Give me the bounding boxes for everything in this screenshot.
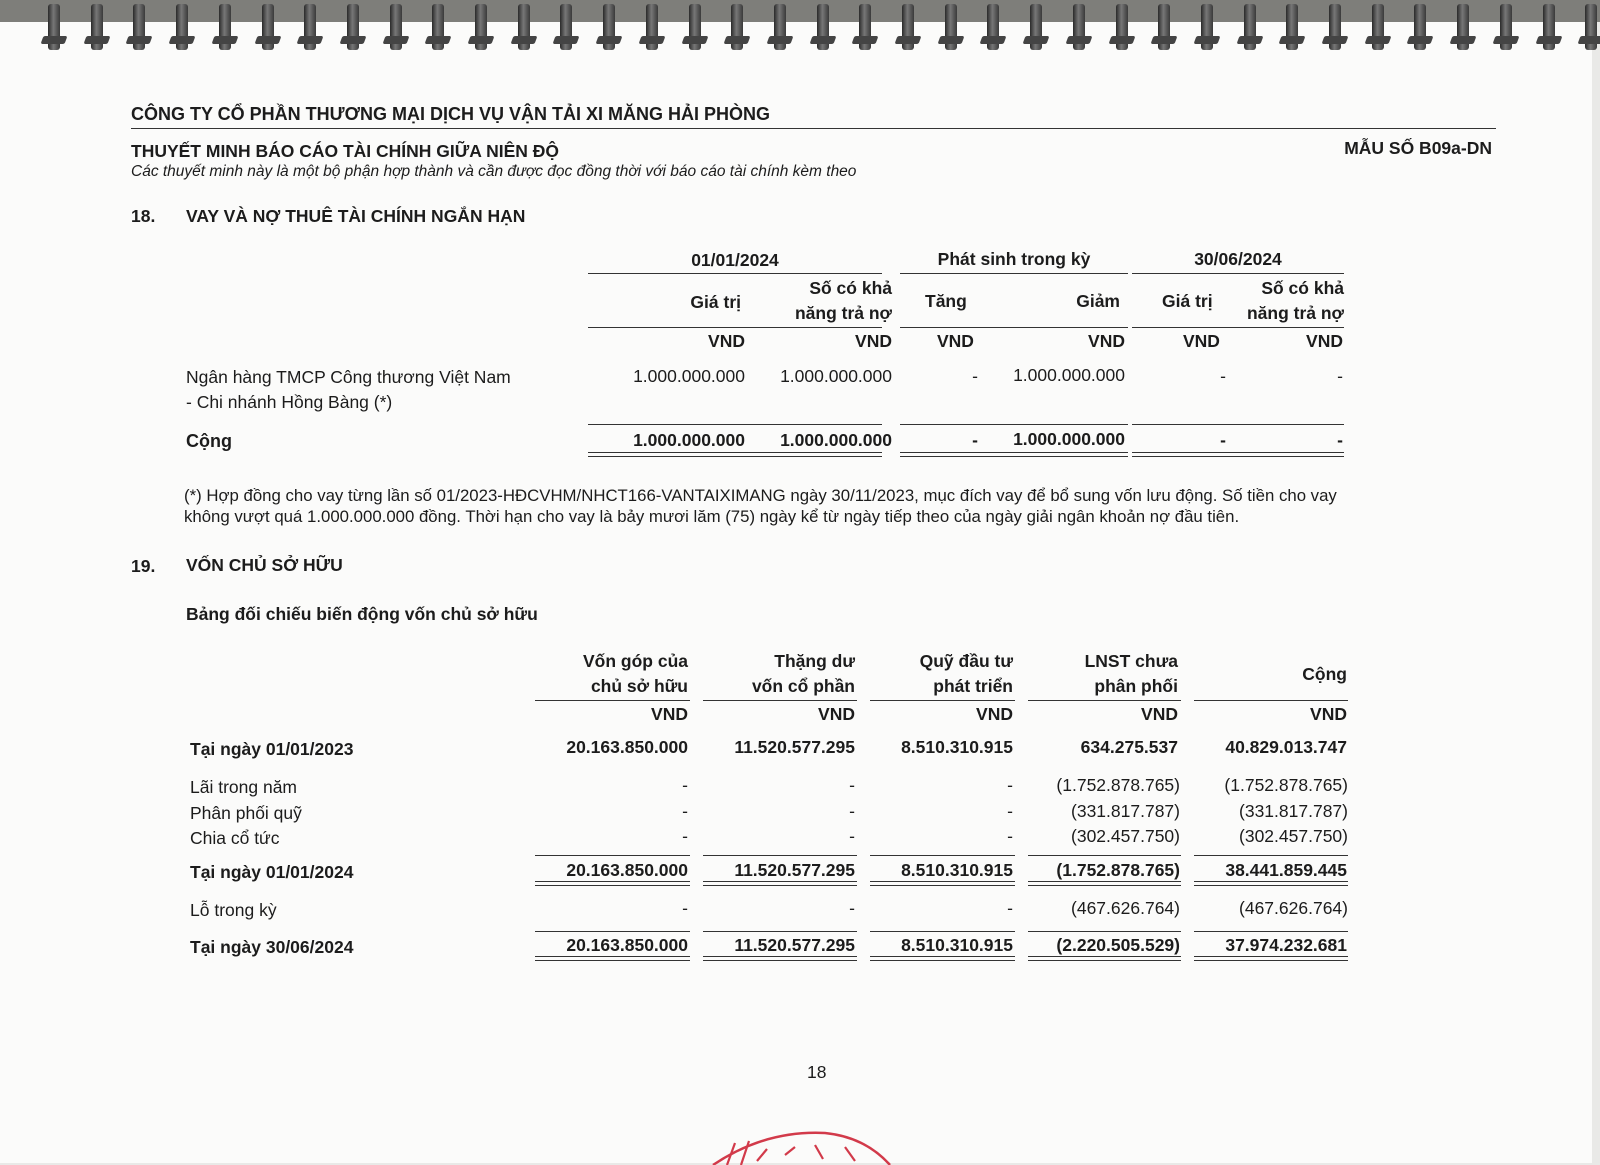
unit-label: VND xyxy=(1310,704,1347,724)
cell-value: 11.520.577.295 xyxy=(734,737,855,757)
total-rule xyxy=(900,424,1128,425)
unit-label: VND xyxy=(1088,331,1125,351)
binder-ring xyxy=(1244,4,1256,50)
row-label: Phân phối quỹ xyxy=(190,803,302,823)
header-rule xyxy=(900,327,1128,328)
subtotal-rule xyxy=(1028,855,1181,856)
subtotal-rule xyxy=(703,855,857,856)
total-rule xyxy=(535,931,690,932)
double-rule xyxy=(588,452,882,457)
subtotal-rule xyxy=(535,855,690,856)
section-19-number: 19. xyxy=(131,556,156,576)
company-name: CÔNG TY CỔ PHẦN THƯƠNG MẠI DỊCH VỤ VẬN TẢI XI MĂNG HẢI PHÒNG xyxy=(131,104,770,124)
double-rule xyxy=(535,956,690,961)
cell-value: 1.000.000.000 xyxy=(780,366,892,386)
total-rule xyxy=(870,931,1015,932)
cell-value: 634.275.537 xyxy=(1080,737,1178,757)
col-header-share-premium-l2: vốn cổ phần xyxy=(751,676,855,696)
double-rule xyxy=(703,881,857,886)
total-rule xyxy=(588,424,882,425)
page-number: 18 xyxy=(807,1062,827,1082)
header-rule xyxy=(1132,327,1344,328)
total-label: Cộng xyxy=(186,431,232,451)
binder-ring xyxy=(560,4,572,50)
cell-value: (467.626.764) xyxy=(1239,898,1348,918)
cell-value: - xyxy=(1007,826,1013,846)
col-header-capacity-l1: Số có khả xyxy=(809,278,892,298)
binder-ring xyxy=(1030,4,1042,50)
binder-ring xyxy=(176,4,188,50)
cell-value: 8.510.310.915 xyxy=(901,860,1013,880)
cell-value: - xyxy=(849,775,855,795)
double-rule xyxy=(1028,881,1181,886)
row-label: Tại ngày 01/01/2024 xyxy=(190,862,354,882)
row-label: Tại ngày 01/01/2023 xyxy=(190,739,354,759)
binder-ring xyxy=(1286,4,1298,50)
unit-label: VND xyxy=(855,331,892,351)
report-title: THUYẾT MINH BÁO CÁO TÀI CHÍNH GIỮA NIÊN ĐỘ xyxy=(131,141,560,161)
binder-ring xyxy=(219,4,231,50)
group-rule xyxy=(1132,273,1344,274)
row-label: Lỗ trong kỳ xyxy=(190,900,277,920)
section-18-number: 18. xyxy=(131,206,156,226)
cell-value: - xyxy=(682,826,688,846)
binder-ring xyxy=(817,4,829,50)
group-header-closing: 30/06/2024 xyxy=(1194,249,1282,269)
binder-ring xyxy=(133,4,145,50)
binder-ring xyxy=(1414,4,1426,50)
group-header-movement: Phát sinh trong kỳ xyxy=(937,249,1091,269)
cell-value: 40.829.013.747 xyxy=(1225,737,1347,757)
double-rule xyxy=(870,956,1015,961)
form-code: MẪU SỐ B09a-DN xyxy=(1344,138,1492,158)
binder-ring xyxy=(390,4,402,50)
double-rule xyxy=(1194,881,1348,886)
cell-value: 37.974.232.681 xyxy=(1225,935,1347,955)
cell-value: 20.163.850.000 xyxy=(566,737,688,757)
binder-ring xyxy=(1457,4,1469,50)
unit-label: VND xyxy=(976,704,1013,724)
cell-value: 8.510.310.915 xyxy=(901,737,1013,757)
loan-note-line2: không vượt quá 1.000.000.000 đồng. Thời hạn cho vay là bảy mươi lăm (75) ngày kể từ ngày tiếp theo của ngày giải ngân khoản nợ đầu tiên. xyxy=(184,507,1240,526)
header-rule xyxy=(131,128,1496,129)
total-value: 1.000.000.000 xyxy=(633,430,745,450)
unit-label: VND xyxy=(1306,331,1343,351)
cell-value: - xyxy=(682,775,688,795)
subtotal-rule xyxy=(1194,855,1348,856)
binder-ring xyxy=(1500,4,1512,50)
total-value: - xyxy=(1220,430,1226,450)
binder-ring xyxy=(731,4,743,50)
unit-label: VND xyxy=(708,331,745,351)
cell-value: (467.626.764) xyxy=(1071,898,1180,918)
row-label: Chia cổ tức xyxy=(190,828,280,848)
unit-label: VND xyxy=(818,704,855,724)
binder-ring xyxy=(1073,4,1085,50)
binder-ring xyxy=(902,4,914,50)
header-rule xyxy=(535,700,690,701)
double-rule xyxy=(1132,452,1344,457)
cell-value: (1.752.878.765) xyxy=(1224,775,1348,795)
col-header-decrease: Giảm xyxy=(1076,291,1120,311)
section-18-title: VAY VÀ NỢ THUÊ TÀI CHÍNH NGẮN HẠN xyxy=(186,206,526,226)
col-header-share-premium-l1: Thặng dư xyxy=(774,651,855,671)
group-rule xyxy=(588,273,882,274)
col-header-capacity-l1: Số có khả xyxy=(1261,278,1344,298)
binder-ring xyxy=(432,4,444,50)
double-rule xyxy=(870,881,1015,886)
binder-ring xyxy=(689,4,701,50)
cell-value: - xyxy=(682,801,688,821)
double-rule xyxy=(1028,956,1181,961)
cell-value: - xyxy=(1007,898,1013,918)
cell-value: (331.817.787) xyxy=(1071,801,1180,821)
unit-label: VND xyxy=(1141,704,1178,724)
double-rule xyxy=(535,881,690,886)
binder-ring xyxy=(987,4,999,50)
total-rule xyxy=(1194,931,1348,932)
total-rule xyxy=(703,931,857,932)
cell-value: (1.752.878.765) xyxy=(1056,860,1180,880)
cell-value: (1.752.878.765) xyxy=(1056,775,1180,795)
cell-value: (302.457.750) xyxy=(1239,826,1348,846)
binder-ring xyxy=(1329,4,1341,50)
cell-value: 11.520.577.295 xyxy=(734,860,855,880)
binder-ring xyxy=(774,4,786,50)
binder-ring xyxy=(1158,4,1170,50)
binder-ring xyxy=(304,4,316,50)
col-header-contributed-l2: chủ sở hữu xyxy=(590,676,688,696)
section-19-title: VỐN CHỦ SỞ HỮU xyxy=(186,555,343,575)
total-value: 1.000.000.000 xyxy=(780,430,892,450)
col-header-total: Cộng xyxy=(1302,664,1347,684)
binder-ring xyxy=(1201,4,1213,50)
cell-value: - xyxy=(1220,366,1226,386)
col-header-contributed-l1: Vốn góp của xyxy=(583,651,688,671)
row-label: Lãi trong năm xyxy=(190,777,298,797)
cell-value: - xyxy=(1337,366,1343,386)
binder-ring xyxy=(1116,4,1128,50)
cell-value: 20.163.850.000 xyxy=(566,860,688,880)
loan-note-line1: (*) Hợp đồng cho vay từng lần số 01/2023-HĐCVHM/NHCT166-VANTAIXIMANG ngày 30/11/2023, mục đích vay để bổ sung vốn lưu động. Số tiền cho vay xyxy=(184,486,1337,505)
binder-ring xyxy=(859,4,871,50)
total-value: - xyxy=(1337,430,1343,450)
unit-label: VND xyxy=(651,704,688,724)
cell-value: - xyxy=(1007,775,1013,795)
cell-value: (302.457.750) xyxy=(1071,826,1180,846)
cell-value: - xyxy=(849,826,855,846)
binder-ring xyxy=(1585,4,1597,50)
unit-label: VND xyxy=(1183,331,1220,351)
total-rule xyxy=(1132,424,1344,425)
cell-value: 1.000.000.000 xyxy=(633,366,745,386)
binder-rings xyxy=(0,0,1600,56)
cell-value: - xyxy=(972,366,978,386)
cell-value: - xyxy=(849,801,855,821)
report-subtitle: Các thuyết minh này là một bộ phận hợp thành và cần được đọc đồng thời với báo cáo tài chính kèm theo xyxy=(131,163,857,180)
binder-ring xyxy=(945,4,957,50)
binder-ring xyxy=(1543,4,1555,50)
cell-value: 11.520.577.295 xyxy=(734,935,855,955)
total-value: 1.000.000.000 xyxy=(1013,429,1125,449)
cell-value: - xyxy=(1007,801,1013,821)
cell-value: (2.220.505.529) xyxy=(1056,935,1180,955)
double-rule xyxy=(1194,956,1348,961)
red-stamp-seal xyxy=(705,1125,895,1165)
cell-value: (331.817.787) xyxy=(1239,801,1348,821)
col-header-increase: Tăng xyxy=(925,291,967,311)
double-rule xyxy=(900,452,1128,457)
cell-value: 1.000.000.000 xyxy=(1013,365,1125,385)
col-header-retained-l1: LNST chưa xyxy=(1084,651,1178,671)
col-header-dev-fund-l2: phát triển xyxy=(933,676,1013,696)
binder-ring xyxy=(91,4,103,50)
binder-ring xyxy=(347,4,359,50)
row-label-line1: Ngân hàng TMCP Công thương Việt Nam xyxy=(186,367,511,387)
cell-value: 8.510.310.915 xyxy=(901,935,1013,955)
header-rule xyxy=(1028,700,1181,701)
group-header-opening: 01/01/2024 xyxy=(691,250,779,270)
header-rule xyxy=(588,327,882,328)
cell-value: 20.163.850.000 xyxy=(566,935,688,955)
binder-ring xyxy=(475,4,487,50)
total-rule xyxy=(1028,931,1181,932)
header-rule xyxy=(1194,700,1348,701)
row-label: Tại ngày 30/06/2024 xyxy=(190,937,354,957)
header-rule xyxy=(870,700,1015,701)
col-header-value: Giá trị xyxy=(1162,291,1213,311)
double-rule xyxy=(703,956,857,961)
col-header-retained-l2: phân phối xyxy=(1094,676,1178,696)
binder-ring xyxy=(48,4,60,50)
binder-ring xyxy=(262,4,274,50)
col-header-dev-fund-l1: Quỹ đầu tư xyxy=(919,651,1013,671)
cell-value: 38.441.859.445 xyxy=(1225,860,1347,880)
header-rule xyxy=(703,700,857,701)
binder-ring xyxy=(603,4,615,50)
binder-ring xyxy=(518,4,530,50)
group-rule xyxy=(900,273,1128,274)
col-header-capacity-l2: năng trả nợ xyxy=(794,303,892,323)
total-value: - xyxy=(972,430,978,450)
unit-label: VND xyxy=(937,331,974,351)
binder-ring xyxy=(1372,4,1384,50)
cell-value: - xyxy=(849,898,855,918)
binder-ring xyxy=(646,4,658,50)
col-header-capacity-l2: năng trả nợ xyxy=(1246,303,1344,323)
subtotal-rule xyxy=(870,855,1015,856)
scan-top-edge xyxy=(0,0,1600,22)
col-header-value: Giá trị xyxy=(690,292,741,312)
cell-value: - xyxy=(682,898,688,918)
equity-subtitle: Bảng đối chiếu biến động vốn chủ sở hữu xyxy=(186,604,538,624)
row-label-line2: - Chi nhánh Hồng Bàng (*) xyxy=(186,392,393,412)
